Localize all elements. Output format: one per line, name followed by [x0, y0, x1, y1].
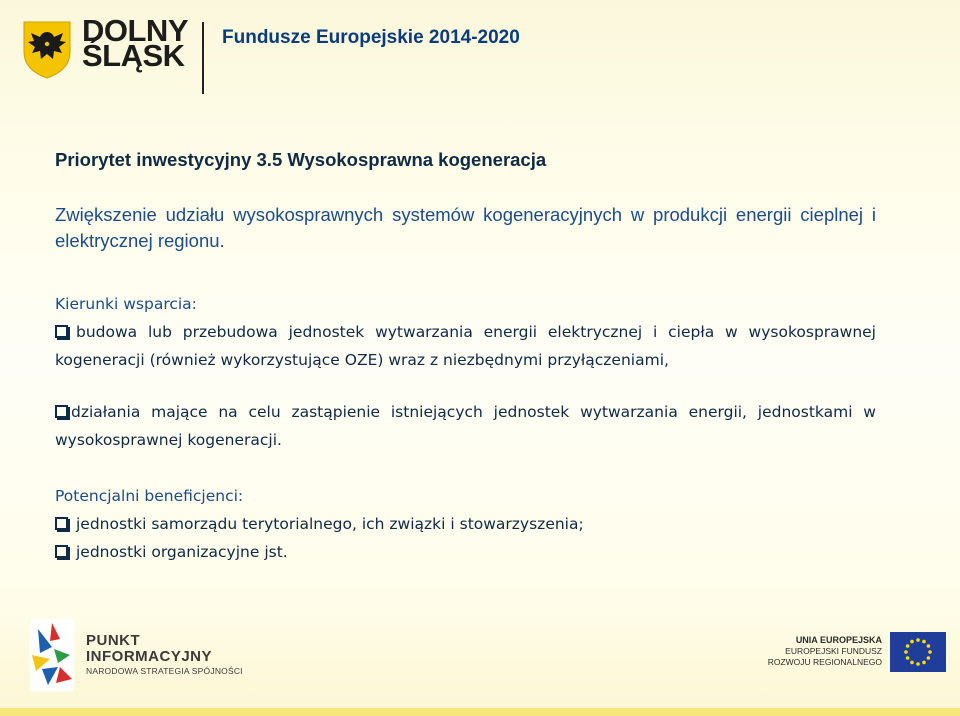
punkt-informacyjny-text: PUNKT INFORMACYJNY NARODOWA STRATEGIA SPÓJNOŚCI	[86, 632, 243, 676]
support-label: Kierunki wsparcia:	[55, 295, 197, 313]
checkbox-bullet-icon	[55, 325, 68, 338]
checkbox-bullet-icon	[55, 517, 68, 530]
main-content	[55, 148, 876, 566]
beneficiary-item: jednostki samorządu terytorialnego, ich związki i stowarzyszenia;	[55, 510, 876, 538]
beneficiaries-label: Potencjalni beneficjenci:	[55, 487, 244, 505]
footer-bar	[0, 708, 960, 716]
objective-text: Zwiększenie udziału wysokosprawnych systemów kogeneracyjnych w produkcji energii cieplnej i elektrycznej regionu.	[55, 204, 876, 251]
checkbox-bullet-icon	[55, 545, 68, 558]
eu-flag-icon	[890, 632, 946, 672]
beneficiary-item: jednostki organizacyjne jst.	[55, 538, 876, 566]
eu-fund-text: UNIA EUROPEJSKA EUROPEJSKI FUNDUSZ ROZWOJU REGIONALNEGO	[767, 635, 882, 667]
footer	[0, 615, 960, 716]
brand-logo-text: DOLNY ŚLĄSK	[82, 13, 188, 73]
priority-heading: Priorytet inwestycyjny 3.5 Wysokosprawna kogeneracja	[55, 149, 547, 170]
page-header-title: Fundusze Europejskie 2014-2020	[222, 27, 520, 48]
crest-icon	[22, 20, 72, 80]
header-divider	[202, 22, 204, 94]
punkt-informacyjny-logo-icon	[30, 619, 74, 691]
header	[0, 0, 960, 105]
support-item: działania mające na celu zastąpienie istniejących jednostek wytwarzania energii, jednostkami w wysokosprawnej kogeneracji.	[55, 403, 876, 449]
support-item: budowa lub przebudowa jednostek wytwarzania energii elektrycznej i ciepła w wysokosprawnej kogeneracji (również wykorzystujące OZE) wraz z niezbędnymi przyłączeniami,	[55, 323, 876, 369]
checkbox-bullet-icon	[55, 405, 68, 418]
